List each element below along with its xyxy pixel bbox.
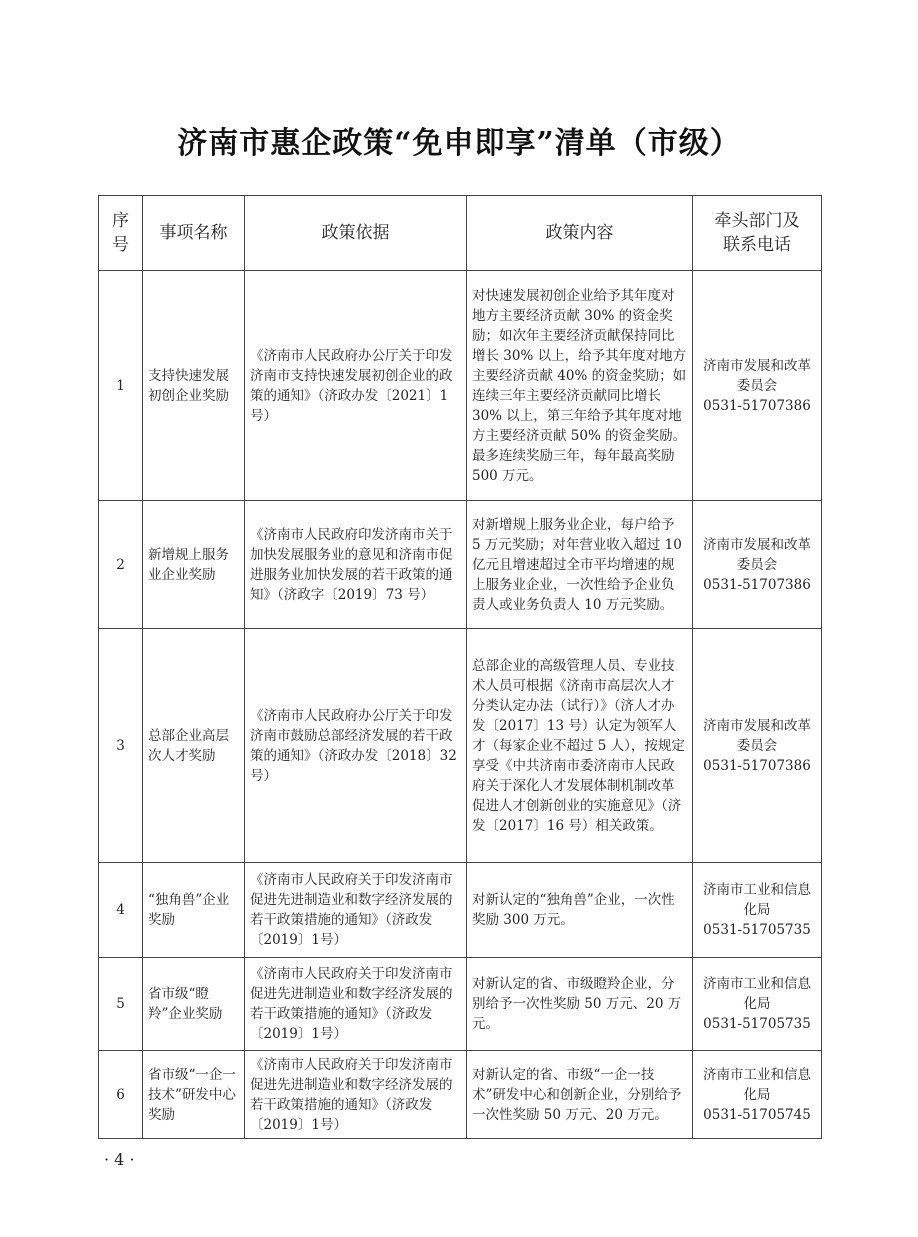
- item-name: 支持快速发展初创企业奖励: [143, 271, 245, 501]
- page-number: · 4 ·: [104, 1150, 135, 1169]
- lead-department: [693, 1051, 822, 1139]
- item-name: 新增规上服务业企业奖励: [143, 501, 245, 629]
- row-number: 1: [99, 271, 143, 501]
- table-row: [99, 501, 822, 629]
- row-number: 4: [99, 863, 143, 958]
- page-title: 济南市惠企政策“免申即享”清单（市级）: [177, 126, 741, 161]
- table-row: [99, 629, 822, 863]
- policy-content: 对快速发展初创企业给予其年度对地方主要经济贡献 30% 的资金奖励；如次年主要经济贡献保持同比增长 30% 以上，给予其年度对地方主要经济贡献 40% 的资金奖励；如连续三年主要经济贡献同比增长 30% 以上，第三年给予其年度对地方主要经济贡献 50% 的资金奖励。最多连续奖励三年，每年最高奖励 500 万元。: [467, 271, 693, 501]
- policy-basis: 《济南市人民政府关于印发济南市促进先进制造业和数字经济发展的若干政策措施的通知》（济政发〔2019〕1号）: [245, 958, 467, 1051]
- lead-department: [693, 863, 822, 958]
- row-number: 3: [99, 629, 143, 863]
- item-name: 总部企业高层次人才奖励: [143, 629, 245, 863]
- department-name: 济南市工业和信息化局: [703, 976, 811, 1012]
- policy-content: 对新认定的省、市级“一企一技术”研发中心和创新企业，分别给予一次性奖励 50 万元、20 万元。: [467, 1051, 693, 1139]
- phone-number: 0531-51707386: [703, 397, 811, 414]
- table-header-row: [99, 196, 822, 271]
- policy-content: 对新认定的“独角兽”企业，一次性奖励 300 万元。: [467, 863, 693, 958]
- department-name: 济南市工业和信息化局: [703, 1066, 811, 1103]
- lead-department: [693, 501, 822, 629]
- table-row: [99, 271, 822, 501]
- policy-table: [98, 195, 822, 1139]
- lead-department: [693, 629, 822, 863]
- row-number: 5: [99, 958, 143, 1051]
- policy-basis: 《济南市人民政府印发济南市关于加快发展服务业的意见和济南市促进服务业加快发展的若干政策的通知》（济政字〔2019〕73 号）: [245, 501, 467, 629]
- policy-basis: 《济南市人民政府关于印发济南市促进先进制造业和数字经济发展的若干政策措施的通知》（济政发〔2019〕1号）: [245, 1051, 467, 1139]
- item-name: “独角兽”企业奖励: [143, 863, 245, 958]
- policy-content: 对新认定的省、市级瞪羚企业，分别给予一次性奖励 50 万元、20 万元。: [467, 958, 693, 1051]
- department-name: 济南市发展和改革委员会: [703, 717, 811, 754]
- header-basis: 政策依据: [245, 196, 467, 271]
- header-content: 政策内容: [467, 196, 693, 271]
- header-dept: 牵头部门及联系电话: [693, 196, 822, 271]
- department-name: 济南市发展和改革委员会: [703, 357, 811, 394]
- phone-number: 0531-51705735: [703, 922, 811, 938]
- table-row: [99, 958, 822, 1051]
- department-name: 济南市发展和改革委员会: [703, 536, 811, 573]
- policy-content: 对新增规上服务业企业，每户给予 5 万元奖励；对年营业收入超过 10 亿元且增速超过全市平均增速的规上服务业企业，一次性给予企业负责人或业务负责人 10 万元奖励。: [467, 501, 693, 629]
- policy-content: 总部企业的高级管理人员、专业技术人员可根据《济南市高层次人才分类认定办法（试行）》（济人才办发〔2017〕13 号）认定为领军人才（每家企业不超过 5 人），按规定享受《中共济南市委济南市人民政府关于深化人才发展体制机制改革促进人才创新创业的实施意见》（济发〔2017〕16 号）相关政策。: [467, 629, 693, 863]
- policy-basis: 《济南市人民政府办公厅关于印发济南市鼓励总部经济发展的若干政策的通知》（济政办发〔2018〕32 号）: [245, 629, 467, 863]
- header-name: 事项名称: [143, 196, 245, 271]
- row-number: 6: [99, 1051, 143, 1139]
- header-no: 序号: [99, 196, 143, 271]
- phone-number: 0531-51705745: [703, 1106, 811, 1123]
- table-row: [99, 1051, 822, 1139]
- item-name: 省市级“瞪羚”企业奖励: [143, 958, 245, 1051]
- lead-department: [693, 958, 822, 1051]
- phone-number: 0531-51707386: [703, 576, 811, 593]
- lead-department: [693, 271, 822, 501]
- policy-basis: 《济南市人民政府关于印发济南市促进先进制造业和数字经济发展的若干政策措施的通知》（济政发〔2019〕1号）: [245, 863, 467, 958]
- phone-number: 0531-51707386: [703, 757, 811, 774]
- department-name: 济南市工业和信息化局: [703, 882, 811, 918]
- table-row: [99, 863, 822, 958]
- policy-basis: 《济南市人民政府办公厅关于印发济南市支持快速发展初创企业的政策的通知》（济政办发〔2021〕1 号）: [245, 271, 467, 501]
- phone-number: 0531-51705735: [703, 1016, 811, 1032]
- item-name: 省市级“一企一技术”研发中心奖励: [143, 1051, 245, 1139]
- row-number: 2: [99, 501, 143, 629]
